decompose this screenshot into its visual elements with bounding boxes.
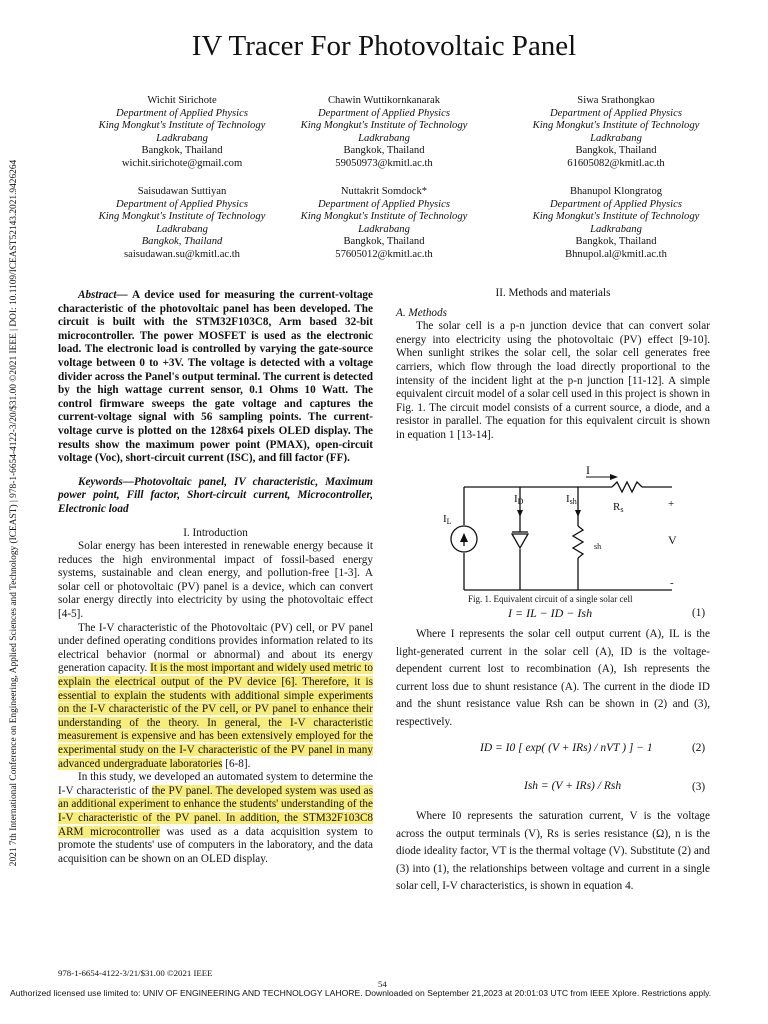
author-block (496, 186, 736, 262)
author-inst2: Ladkrabang (156, 132, 208, 144)
figure-caption: Fig. 1. Equivalent circuit of a single solar cell (468, 594, 633, 604)
author-block (264, 95, 504, 171)
author-block (264, 186, 504, 262)
author-name: Nuttakrit Somdock* (340, 186, 428, 197)
label-voltage: V (668, 533, 677, 547)
label-ish: Ish (566, 493, 577, 506)
label-rs: Rs (613, 501, 624, 514)
section-heading-introduction: I. Introduction (183, 526, 248, 539)
author-city: Bangkok, Thailand (141, 236, 223, 248)
left-column (58, 289, 373, 866)
author-email: 57605012@kmitl.ac.th (335, 248, 433, 260)
highlighted-text: the PV panel. The developed system was used as an additional experiment to enhance the students' understanding of the I-V characteristic of the PV panel. In addition, the STM32F103C8 ARM microcontroller (58, 784, 373, 838)
author-name: Saisudawan Suttiyan (137, 186, 227, 197)
author-dept: Department of Applied Physics (318, 107, 450, 119)
author-email: 59050973@kmitl.ac.th (335, 157, 433, 169)
subsection-heading: A. Methods (396, 306, 447, 319)
label-rsh: sh (594, 542, 602, 551)
author-name: Wichit Sirichote (147, 95, 217, 106)
equation-2: ID = I0 [ exp( (V + IRs) / nVT ) ] − 1 (480, 742, 653, 754)
label-minus: - (670, 577, 674, 589)
label-plus: + (668, 498, 675, 510)
author-inst: King Mongkut's Institute of Technology (98, 211, 266, 223)
abstract-lead: Abstract— (78, 289, 128, 301)
intro-paragraph-1: Solar energy has been interested in renewable energy because it reduces the high environmental impact of fossil-based energy systems, sustainable and clean energy, and pollution-free [1-3]. A solar cell or photovoltaic (PV) panel is a device, which can convert solar energy directly into electricity by using the photovoltaic effect [4-5]. (58, 540, 373, 621)
author-city: Bangkok, Thailand (141, 145, 223, 157)
equation-3-number: (3) (692, 781, 706, 793)
author-city: Bangkok, Thailand (343, 236, 425, 248)
abstract (58, 289, 373, 466)
author-dept: Department of Applied Physics (318, 198, 450, 210)
author-city: Bangkok, Thailand (575, 236, 657, 248)
conference-sidebar (4, 140, 24, 885)
author-email: 61605082@kmitl.ac.th (567, 157, 665, 169)
author-name: Bhanupol Klongratog (569, 186, 663, 197)
label-id: ID (514, 493, 524, 506)
equivalent-circuit-diagram (432, 462, 692, 598)
intro-paragraph-3: In this study, we developed an automated system to determine the I-V characteristic of the PV panel. The developed system was used as an additional experiment to enhance the students' understanding of the I-V characteristic of the PV panel. In addition, the STM32F103C8 ARM microcontroller was used as a data acquisition system to promote the students' use of computers in the laboratory, and the data acquisition can be shown on an OLED display. (58, 771, 373, 865)
highlighted-text: It is the most important and widely used metric to explain the electrical output of the PV device [6]. Therefore, it is essential to explain the students with additional simple experiments on the I-V characteristic of the PV cell, or PV panel to enhance their understanding of the theory. In general, the I-V characteristic measurement is expensive and has been extensively employed for the experimental study on the I-V characteristic of the PV panel in many advanced undergraduate laboratories (58, 662, 373, 770)
label-current-i: I (586, 463, 590, 477)
author-dept: Department of Applied Physics (116, 198, 248, 210)
abstract-body: A device used for measuring the current-voltage characteristic of the photovoltaic panel has been developed. The circuit is built with the STM32F103C8, Arm based 32-bit microcontroller. The power MOSFET is used as the electronic load. The electronic load is controlled by varying the gate-source voltage between 0 to +3V. The voltage is detected with a voltage divider across the Panel's output terminal. The current is detected by the high wattage current sensor, 0.1 Ohms 10 Watt. The control firmware sweeps the gate voltage and captures the current-voltage signal with 56 sampling points. The current-voltage curve is plotted on the 128x64 pixels OLED display. The results show the maximum power point (PMAX), open-circuit voltage (Voc), short-circuit current (ISC), and fill factor (FF). (58, 289, 373, 465)
right-column (396, 287, 710, 443)
sidebar-text: 2021 7th International Conference on Engineering, Applied Sciences and Technology (ICEAST) | 978-1-6654-4122-3/20/$31.00 ©2021 IEEE | DOI: 10.1109/ICEAST52143.2021.9426264 (9, 159, 19, 866)
license-notice: Authorized licensed use limited to: UNIV OF ENGINEERING AND TECHNOLOGY LAHORE. Downloaded on September 21,2023 at 20:01:03 UTC from IEEE Xplore. Restrictions apply. (10, 988, 712, 998)
author-inst2: Ladkrabang (156, 223, 208, 235)
equation-2-number: (2) (692, 742, 706, 754)
author-inst: King Mongkut's Institute of Technology (300, 120, 468, 132)
author-email: wichit.sirichote@gmail.com (121, 157, 243, 169)
author-name: Siwa Srathongkao (577, 95, 655, 106)
keywords: Keywords—Photovoltaic panel, IV characteristic, Maximum power point, Fill factor, Short-circuit current, Microcontroller, Electronic load (58, 475, 373, 515)
author-inst: King Mongkut's Institute of Technology (300, 211, 468, 223)
page-number: 54 (378, 979, 387, 989)
author-inst2: Ladkrabang (590, 223, 642, 235)
author-inst2: Ladkrabang (358, 132, 410, 144)
author-email: Bhnupol.al@kmitl.ac.th (565, 248, 667, 260)
author-inst2: Ladkrabang (358, 223, 410, 235)
where-paragraph-2: Where I0 represents the saturation current, V is the voltage across the output terminals (V), Rs is series resistance (Ω), n is the diode ideality factor, VT is the thermal voltage (V). Substitute (2) and (3) into (1), the relationships between voltage and current in a single solar cell, I-V characteristics, is shown in equation 4. (396, 810, 710, 892)
equation-1: I = IL − ID − Ish (508, 606, 593, 620)
author-inst: King Mongkut's Institute of Technology (532, 211, 700, 223)
author-inst: King Mongkut's Institute of Technology (532, 120, 700, 132)
author-name: Chawin Wuttikornkanarak (327, 95, 441, 106)
author-dept: Department of Applied Physics (550, 107, 682, 119)
author-dept: Department of Applied Physics (116, 107, 248, 119)
author-inst2: Ladkrabang (590, 132, 642, 144)
author-dept: Department of Applied Physics (550, 198, 682, 210)
methods-paragraph-1: The solar cell is a p-n junction device that can convert solar energy into electricity using the photovoltaic (PV) effect [9-10]. When sunlight strikes the solar cell, the solar cell generates free carriers, which flow through the load directly proportional to the intensity of the incident light at the p-n junction [11-12]. A simple equivalent circuit model of a solar cell used in this project is shown in Fig. 1. The circuit model consists of a current source, a diode, and a resistor in parallel. The equation for this equivalent circuit is shown in equation 1 [13-14]. (396, 320, 710, 441)
author-email: saisudawan.su@kmitl.ac.th (124, 248, 240, 260)
equation-1-number: (1) (692, 607, 706, 619)
section-heading-methods: II. Methods and materials (495, 287, 611, 299)
author-city: Bangkok, Thailand (343, 145, 425, 157)
paper-title: IV Tracer For Photovoltaic Panel (191, 30, 577, 62)
where-paragraph-1: Where I represents the solar cell output current (A), IL is the light-generated current in the solar cell (A), ID is the voltage-dependent current lost to recombination (A), Ish represents the current loss due to shunt resistance (A). The current in the diode ID and the shunt resistance value Rsh can be shown in (2) and (3), respectively. (396, 628, 710, 728)
author-inst: King Mongkut's Institute of Technology (98, 120, 266, 132)
author-city: Bangkok, Thailand (575, 145, 657, 157)
footer-copyright: 978-1-6654-4122-3/21/$31.00 ©2021 IEEE (58, 968, 213, 978)
label-il: IL (443, 513, 452, 526)
intro-paragraph-2: The I-V characteristic of the Photovoltaic (PV) cell, or PV panel under defined operating conditions provides information related to its electrical behavior (normal or abnormal) and about its energy generation capacity. It is the most important and widely used metric to explain the electrical output of the PV device [6]. Therefore, it is essential to explain the students with additional simple experiments on the I-V characteristic of the PV cell, or PV panel to enhance their understanding of the theory. In general, the I-V characteristic measurement is expensive and has been extensively employed for the experimental study on the I-V characteristic of the PV panel in many advanced undergraduate laboratories [6-8]. (58, 621, 373, 770)
equation-3: Ish = (V + IRs) / Rsh (524, 780, 622, 792)
author-block (496, 95, 736, 171)
